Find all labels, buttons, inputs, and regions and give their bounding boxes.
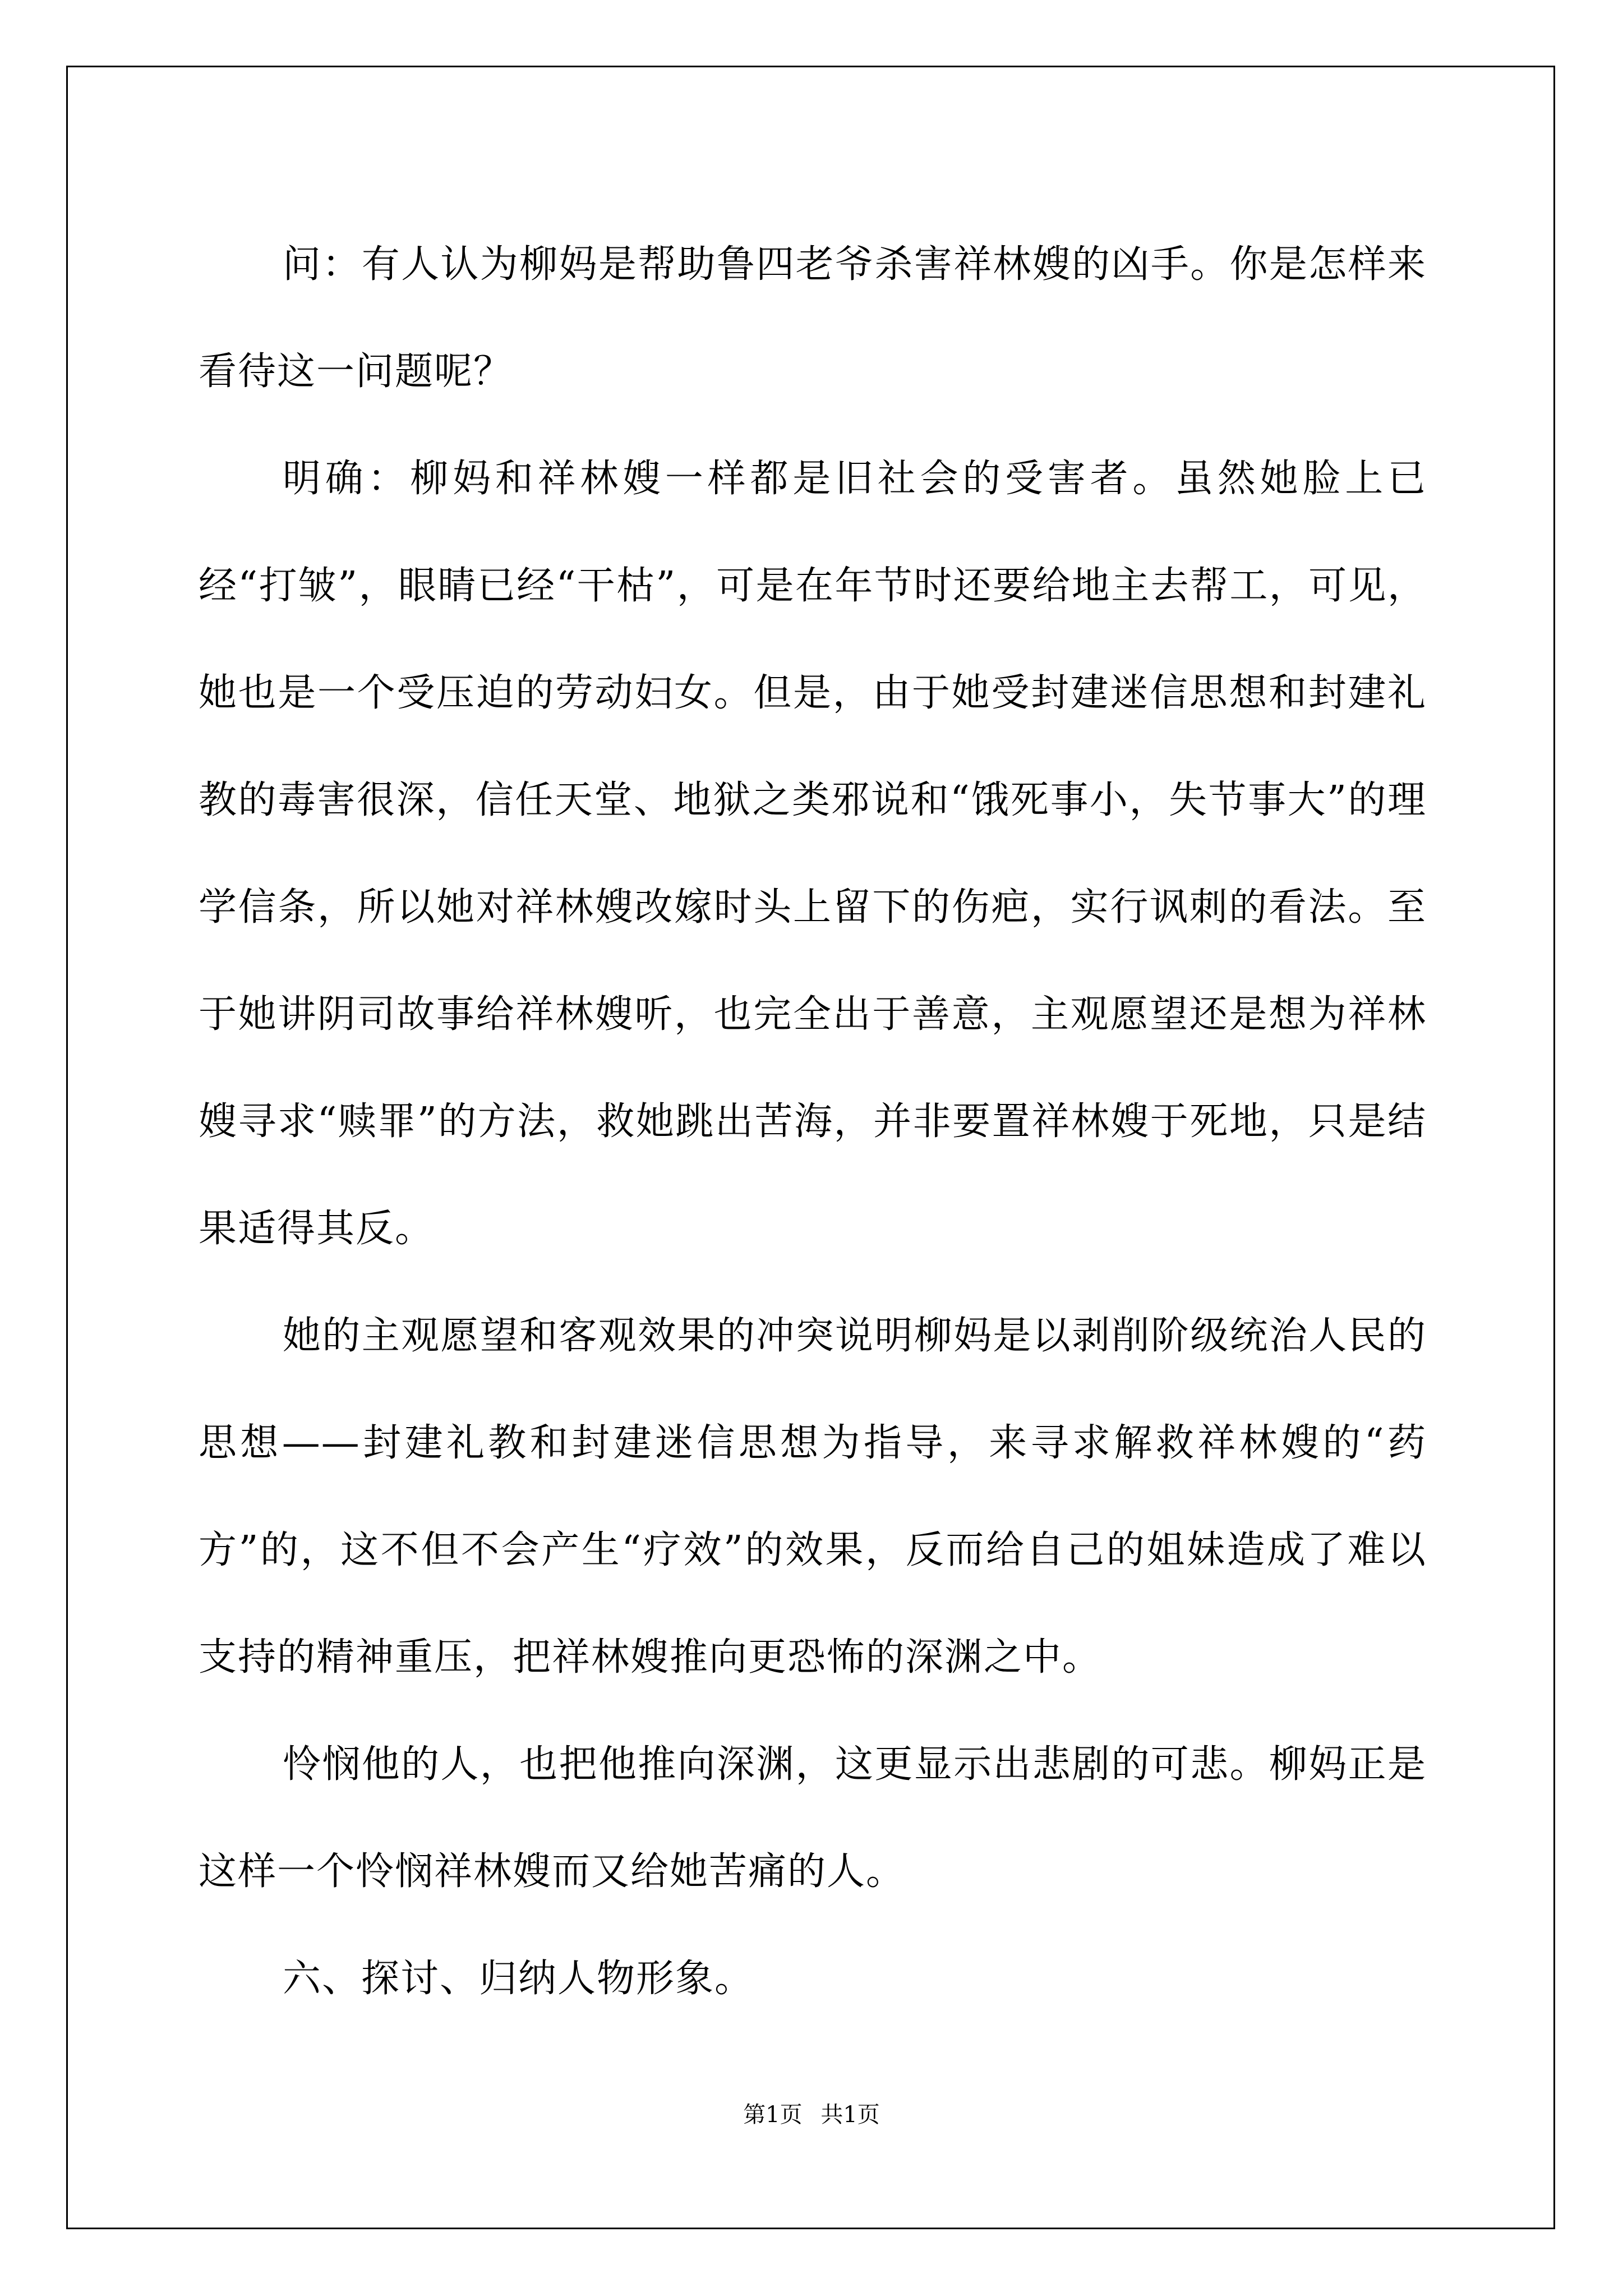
page-footer bbox=[0, 2101, 1623, 2129]
page-number-total: 共1页 bbox=[820, 2102, 880, 2128]
page-number-current: 第1页 bbox=[743, 2102, 803, 2128]
paragraph-section-heading: 六、探讨、归纳人物形象。 bbox=[283, 1957, 754, 2001]
paragraph-answer: 明确：柳妈和祥林嫂一样都是旧社会的受害者。虽然她脸上已经“打皱”，眼睛已经“干枯”，可是在年节时还要给地主去帮工，可见，她也是一个受压迫的劳动妇女。但是，由于她受封建迷信思想和封建礼教的毒害很深，信任天堂、地狱之类邪说和“饿死事小，失节事大”的理学信条，所以她对祥林嫂改嫁时头上留下的伤疤，实行讽刺的看法。至于她讲阴司故事给祥林嫂听，也完全出于善意，主观愿望还是想为祥林嫂寻求“赎罪”的方法，救她跳出苦海，并非要置祥林嫂于死地，只是结果适得其反。 bbox=[199, 457, 1427, 1251]
paragraph-analysis: 她的主观愿望和客观效果的冲突说明柳妈是以剥削阶级统治人民的思想——封建礼教和封建迷信思想为指导，来寻求解救祥林嫂的“药方”的，这不但不会产生“疗效”的效果，反而给自己的姐妹造成了难以支持的精神重压，把祥林嫂推向更恐怖的深渊之中。 bbox=[199, 1314, 1427, 1680]
paragraph-conclusion: 怜悯他的人，也把他推向深渊，这更显示出悲剧的可悲。柳妈正是这样一个怜悯祥林嫂而又给她苦痛的人。 bbox=[199, 1742, 1427, 1894]
paragraph-question: 问：有人认为柳妈是帮助鲁四老爷杀害祥林嫂的凶手。你是怎样来看待这一问题呢？ bbox=[199, 242, 1427, 394]
document-body bbox=[199, 211, 1427, 2032]
